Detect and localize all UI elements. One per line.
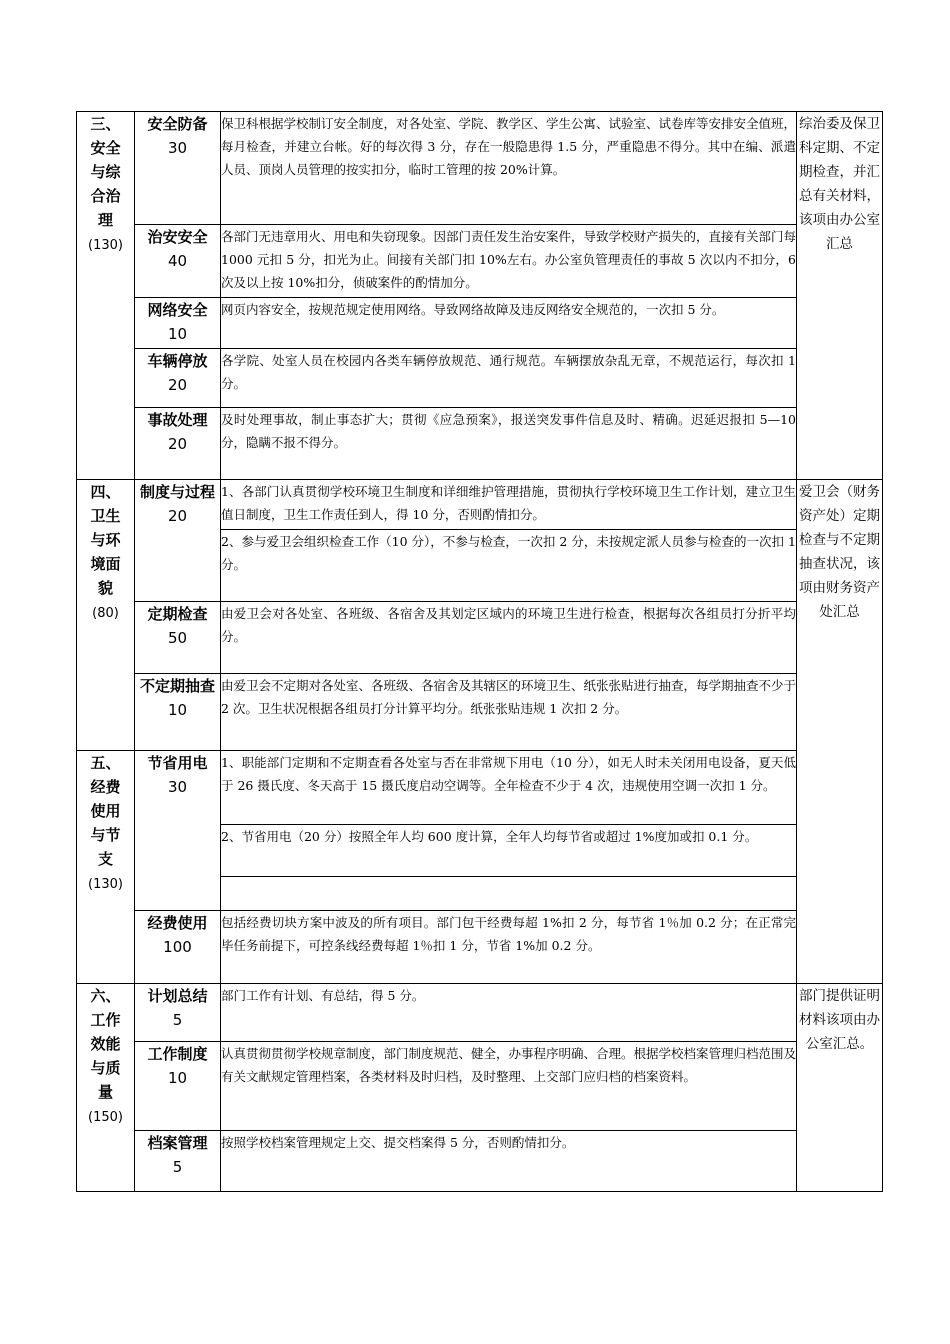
criteria-cell (221, 674, 797, 751)
table-row (77, 751, 883, 825)
criteria-text: 由爱卫会不定期对各处室、各班级、各宿舍及其辖区的环境卫生、纸张张贴进行抽查，每学期抽查不少于 2 次。卫生状况根据各组员打分计算平均分。纸张张贴违规 1 次扣 2 分。 (221, 678, 797, 716)
category-points: (150) (88, 1110, 123, 1125)
category-label: 四、 (90, 483, 121, 501)
criteria-cell (221, 112, 797, 225)
item-score: 5 (172, 1158, 183, 1176)
item-score: 10 (167, 701, 188, 719)
item-cell (135, 751, 221, 911)
item-cell (135, 1042, 221, 1131)
item-name: 网络安全 (147, 301, 208, 319)
criteria-text: 保卫科根据学校制订安全制度，对各处室、学院、教学区、学生公寓、试验室、试卷库等安排安全值班，每月检查，并建立台帐。好的每次得 3 分，存在一般隐患得 1.5 分，严重隐患不得分。其中在编、派遣人员、顶岗人员管理的按实扣分，临时工管理的按 20%计算。 (221, 116, 797, 177)
table-row (77, 298, 883, 349)
item-cell (135, 298, 221, 349)
category-label: 三、 (90, 115, 121, 133)
category-label: 合治 (90, 187, 121, 205)
item-name: 节省用电 (147, 754, 208, 772)
criteria-text: 各学院、处室人员在校园内各类车辆停放规范、通行规范。车辆摆放杂乱无章，不规范运行，每次扣 1 分。 (221, 353, 796, 391)
item-name: 档案管理 (147, 1134, 208, 1152)
criteria-text: 由爱卫会对各处室、各班级、各宿舍及其划定区域内的环境卫生进行检查，根据每次各组员打分折平均分。 (221, 606, 796, 644)
criteria-text: 部门工作有计划、有总结，得 5 分。 (221, 988, 425, 1003)
item-cell (135, 674, 221, 751)
criteria-text: 认真贯彻贯彻学校规章制度，部门制度规范、健全，办事程序明确、合理。根据学校档案管理归档范围及有关文献规定管理档案，各类材料及时归档，及时整理、上交部门应归档的档案资料。 (221, 1046, 797, 1084)
item-cell (135, 1131, 221, 1192)
criteria-text: 及时处理事故，制止事态扩大；贯彻《应急预案》，报送突发事件信息及时、精确。迟延迟报扣 5—10 分，隐瞒不报不得分。 (221, 412, 796, 450)
table-row (77, 1131, 883, 1192)
item-score: 20 (167, 435, 188, 453)
item-score: 20 (167, 507, 188, 525)
category-label: 经费 (90, 778, 121, 796)
item-name: 安全防备 (147, 115, 208, 133)
criteria-cell (221, 984, 797, 1042)
category-label: 与综 (90, 163, 121, 181)
item-cell (135, 225, 221, 298)
table-row (77, 911, 883, 984)
category-points: (80) (92, 606, 119, 621)
category-cell (77, 480, 135, 751)
criteria-cell (221, 408, 797, 480)
item-cell (135, 984, 221, 1042)
category-label: 支 (97, 850, 113, 868)
item-name: 车辆停放 (147, 352, 208, 370)
category-label: 貌 (97, 579, 113, 597)
item-name: 制度与过程 (139, 483, 215, 501)
criteria-cell (221, 602, 797, 674)
criteria-text: 按照学校档案管理规定上交、提交档案得 5 分，否则酌情扣分。 (221, 1135, 575, 1150)
item-score: 5 (172, 1011, 183, 1029)
item-score: 20 (167, 376, 188, 394)
category-label: 工作 (90, 1011, 121, 1029)
category-label: 与质 (90, 1059, 121, 1077)
category-label: 量 (97, 1083, 113, 1101)
criteria-text: 2、参与爱卫会组织检查工作（10 分），不参与检查，一次扣 2 分，未按规定派人员参与检查的一次扣 1 分。 (221, 534, 796, 572)
item-score: 30 (167, 778, 188, 796)
criteria-cell (221, 349, 797, 408)
item-cell (135, 112, 221, 225)
criteria-cell (221, 877, 797, 911)
criteria-cell (221, 825, 797, 877)
criteria-cell (221, 911, 797, 984)
category-cell (77, 112, 135, 480)
item-name: 治安安全 (147, 228, 208, 246)
item-cell (135, 911, 221, 984)
item-name: 定期检查 (147, 605, 208, 623)
category-label: 与环 (90, 531, 121, 549)
criteria-text: 各部门无违章用火、用电和失窃现象。因部门责任发生治安案件，导致学校财产损失的，直接有关部门每 1000 元扣 5 分，扣光为止。间接有关部门扣 10%左右。办公室负管理责任的事故 5 次以内不扣分，6 次及以上按 10%扣分，侦破案件的酌情加分。 (221, 229, 797, 290)
category-label: 与节 (90, 826, 121, 844)
category-cell (77, 751, 135, 984)
criteria-cell (221, 480, 797, 530)
category-label: 境面 (90, 555, 121, 573)
category-label: 效能 (90, 1035, 121, 1053)
item-name: 事故处理 (147, 411, 208, 429)
table-row (77, 674, 883, 751)
category-cell (77, 984, 135, 1192)
item-name: 不定期抽查 (139, 677, 215, 695)
item-score: 10 (167, 325, 188, 343)
category-label: 使用 (90, 802, 121, 820)
item-score: 100 (163, 938, 192, 956)
item-cell (135, 602, 221, 674)
category-label: 卫生 (90, 507, 121, 525)
item-score: 50 (167, 629, 188, 647)
table-row (77, 112, 883, 225)
note-cell: 综治委及保卫科定期、不定期检查，并汇总有关材料，该项由办公室汇总 (797, 112, 883, 480)
table-row (77, 984, 883, 1042)
criteria-text: 网页内容安全，按规范规定使用网络。导致网络故障及违反网络安全规范的，一次扣 5 分。 (221, 302, 725, 317)
item-score: 30 (167, 139, 188, 157)
criteria-cell (221, 225, 797, 298)
criteria-text: 包括经费切块方案中波及的所有项目。部门包干经费每超 1%扣 2 分，每节省 1％加 0.2 分；在正常完毕任务前提下，可控条线经费每超 1％扣 1 分，节省 1%加 0.2 分。 (221, 915, 796, 953)
item-score: 10 (167, 1069, 188, 1087)
item-name: 经费使用 (147, 914, 208, 932)
item-name: 工作制度 (147, 1045, 208, 1063)
item-cell (135, 408, 221, 480)
category-label: 六、 (90, 987, 121, 1005)
table-row (77, 408, 883, 480)
item-cell (135, 480, 221, 602)
assessment-table (76, 111, 883, 1192)
criteria-text: 1、各部门认真贯彻学校环境卫生制度和详细维护管理措施，贯彻执行学校环境卫生工作计划，建立卫生值日制度，卫生工作责任到人，得 10 分，否则酌情扣分。 (221, 484, 796, 522)
category-label: 安全 (90, 139, 121, 157)
item-name: 计划总结 (147, 987, 208, 1005)
table-row (77, 602, 883, 674)
criteria-cell (221, 530, 797, 602)
assessment-table-page (76, 111, 882, 1192)
note-cell: 爱卫会（财务资产处）定期检查与不定期抽查状况，该项由财务资产处汇总 (797, 480, 883, 984)
criteria-cell (221, 751, 797, 825)
table-row (77, 480, 883, 530)
category-points: (130) (88, 877, 123, 892)
table-row (77, 1042, 883, 1131)
category-points: (130) (88, 238, 123, 253)
criteria-cell (221, 1131, 797, 1192)
note-cell: 部门提供证明材料该项由办公室汇总。 (797, 984, 883, 1192)
criteria-cell (221, 298, 797, 349)
item-cell (135, 349, 221, 408)
category-label: 理 (97, 211, 113, 229)
item-score: 40 (167, 252, 188, 270)
criteria-cell (221, 1042, 797, 1131)
table-row (77, 349, 883, 408)
criteria-text: 2、节省用电（20 分）按照全年人均 600 度计算，全年人均每节省或超过 1%度加或扣 0.1 分。 (221, 829, 758, 844)
category-label: 五、 (90, 754, 121, 772)
criteria-text: 1、职能部门定期和不定期查看各处室与否在非常规下用电（10 分），如无人时未关闭用电设备，夏天低于 26 摄氏度、冬天高于 15 摄氏度启动空调等。全年检查不少于 4 次，违规使用空调一次扣 1 分。 (221, 755, 796, 793)
table-row (77, 225, 883, 298)
